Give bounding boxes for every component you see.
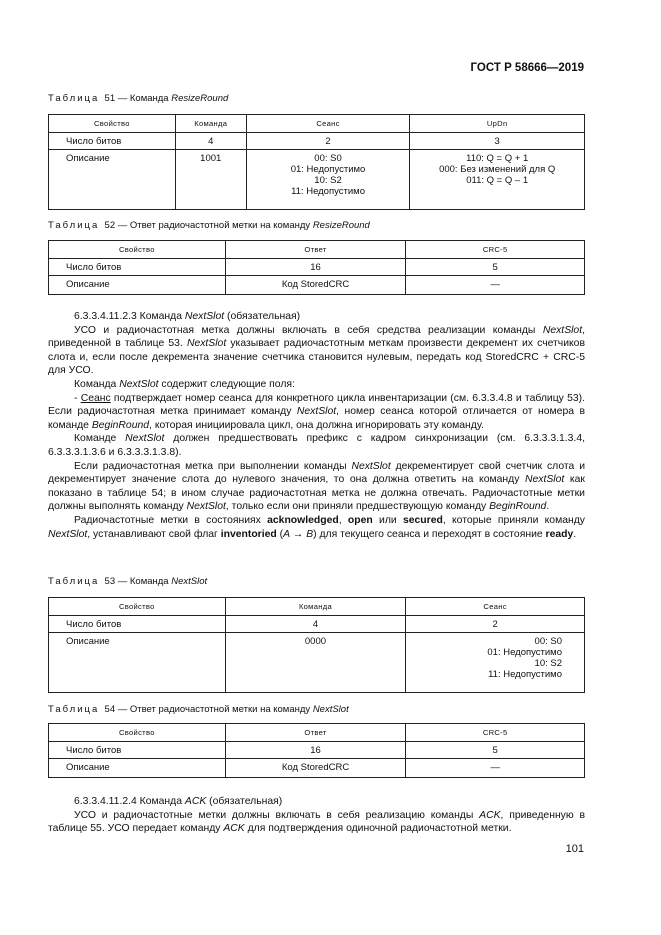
table-cell: 4 — [225, 616, 406, 633]
table-cell: 16 — [225, 742, 406, 759]
table-cell: — — [406, 276, 585, 295]
table-cell: 110: Q = Q + 1 000: Без изменений для Q 011: Q = Q – 1 — [410, 150, 585, 210]
table-cell: 16 — [225, 259, 406, 276]
table-header-cell: Сеанс — [406, 598, 585, 616]
paragraph: УСО и радиочастотные метки должны включать в себя реализацию команды ACK, приведенную в таблице 55. УСО передает команду ACK для подтверждения одиночной радиочастотной метки. — [48, 809, 585, 835]
paragraph: УСО и радиочастотная метка должны включать в себя средства реализации команды NextSlot, приведенной в таблице 53. NextSlot указывает радиочастотным меткам произвести декремент их счетчиков слота и, если после декремента значение счетчика становится нулевым, передать код StoredCRC + CRC-5 для УСО. — [48, 324, 585, 377]
table-cell: Число битов — [49, 742, 226, 759]
table-header-cell: Свойство — [49, 115, 176, 133]
table-header-cell: Свойство — [49, 598, 226, 616]
table-54 — [48, 723, 585, 778]
paragraph: Если радиочастотная метка при выполнении команды NextSlot декрементирует свой счетчик слота и декрементирует значение слота до нулевого значения, то она должна ответить на команду NextSlot как показано в таблице 54; в ином случае радиочастотная метка не должна отвечать. Радиочастотные метки должны выполнять команду NextSlot, только если они приняли предшествующую команду BeginRound. — [48, 460, 585, 513]
table-cell: 1001 — [175, 150, 246, 210]
table-53 — [48, 597, 585, 693]
paragraph: Радиочастотные метки в состояниях acknowledged, open или secured, которые приняли команду NextSlot, устанавливают свой флаг inventoried (A → B) для текущего сеанса и переходят в состояние ready. — [48, 514, 586, 540]
table-cell: 2 — [246, 133, 410, 150]
table-header-cell: Сеанс — [246, 115, 410, 133]
table-cell: — — [406, 759, 585, 778]
table-51 — [48, 114, 585, 210]
table-header-cell: Свойство — [49, 724, 226, 742]
table-cell: Описание — [49, 759, 226, 778]
table-header-cell: Ответ — [225, 724, 406, 742]
table-cell: 0000 — [225, 633, 406, 693]
table-cell: 5 — [406, 742, 585, 759]
table-cell: Число битов — [49, 259, 226, 276]
table-header-cell: CRC-5 — [406, 724, 585, 742]
paragraph: - Сеанс подтверждает номер сеанса для конкретного цикла инвентаризации (см. 6.3.3.4.8 и таблицу 53). Если радиочастотная метка принимает команду NextSlot, номер сеанса которой отличается от номера в команде BeginRound, которая инициировала цикл, она должна игнорировать эту команду. — [48, 392, 586, 431]
table-cell: 3 — [410, 133, 585, 150]
table-cell: Число битов — [49, 133, 176, 150]
table-cell: Описание — [49, 633, 226, 693]
table-header-cell: UpDn — [410, 115, 585, 133]
table-cell: Число битов — [49, 616, 226, 633]
table-cell: Код StoredCRC — [225, 276, 406, 295]
table-52-caption: Таблица 52 — Ответ радиочастотной метки на команду ResizeRound — [48, 220, 370, 231]
table-cell: Описание — [49, 150, 176, 210]
document-header: ГОСТ Р 58666—2019 — [470, 62, 584, 74]
table-cell: 2 — [406, 616, 585, 633]
table-cell: 4 — [175, 133, 246, 150]
paragraph: Команде NextSlot должен предшествовать префикс с кадром синхронизации (см. 6.3.3.3.1.3.4, 6.3.3.3.1.3.6 и 6.3.3.3.1.3.8). — [48, 433, 585, 458]
body-text-ack — [48, 795, 585, 836]
table-52 — [48, 240, 585, 295]
page-number: 101 — [565, 843, 584, 855]
table-header-cell: CRC-5 — [406, 241, 585, 259]
table-cell: Код StoredCRC — [225, 759, 406, 778]
table-53-caption: Таблица 53 — Команда NextSlot — [48, 576, 208, 587]
table-header-cell: Свойство — [49, 241, 226, 259]
table-header-cell: Команда — [175, 115, 246, 133]
table-cell: Описание — [49, 276, 226, 295]
body-text-nextslot — [48, 310, 585, 541]
table-header-cell: Команда — [225, 598, 406, 616]
table-54-caption: Таблица 54 — Ответ радиочастотной метки на команду NextSlot — [48, 704, 349, 715]
table-cell: 00: S0 01: Недопустимо 10: S2 11: Недопустимо — [406, 633, 585, 693]
table-51-caption: Таблица 51 — Команда ResizeRound — [48, 93, 229, 104]
table-cell: 00: S0 01: Недопустимо 10: S2 11: Недопустимо — [246, 150, 410, 210]
table-cell: 5 — [406, 259, 585, 276]
paragraph: Команда NextSlot содержит следующие поля: — [74, 378, 295, 390]
section-heading: 6.3.3.4.11.2.3 Команда NextSlot (обязательная) — [74, 311, 301, 322]
section-heading: 6.3.3.4.11.2.4 Команда ACK (обязательная) — [74, 796, 283, 807]
table-header-cell: Ответ — [225, 241, 406, 259]
